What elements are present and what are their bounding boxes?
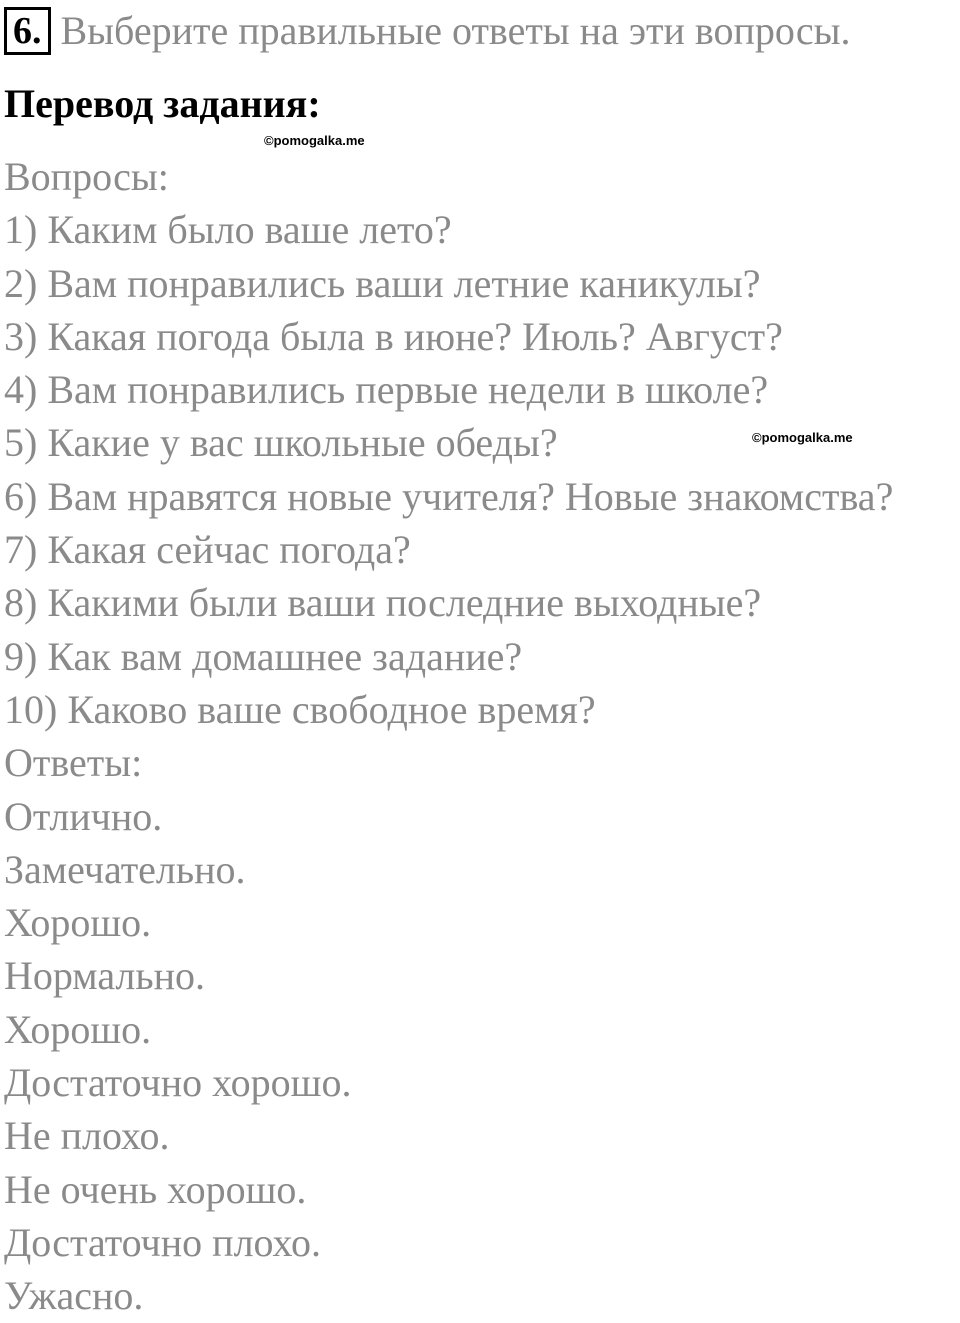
question-3: 3) Какая погода была в июне? Июль? Август? — [4, 313, 783, 359]
question-1: 1) Каким было ваше лето? — [4, 207, 452, 253]
question-7: 7) Какая сейчас погода? — [4, 527, 411, 573]
answers-heading: Ответы: — [4, 740, 143, 786]
answer-item: Хорошо. — [4, 1006, 152, 1052]
answer-item: Ужасно. — [4, 1273, 144, 1319]
text-lines — [4, 150, 893, 1323]
task-header — [4, 6, 851, 56]
answer-item: Нормально. — [4, 953, 206, 999]
answer-item: Замечательно. — [4, 846, 246, 892]
question-2: 2) Вам понравились ваши летние каникулы? — [4, 260, 761, 306]
question-4: 4) Вам понравились первые недели в школе? — [4, 367, 769, 413]
task-number-box: 6. — [4, 7, 51, 55]
answer-item: Отлично. — [4, 793, 163, 839]
question-5: 5) Какие у вас школьные обеды? — [4, 420, 558, 466]
answer-item: Не плохо. — [4, 1113, 170, 1159]
answer-item: Достаточно плохо. — [4, 1219, 322, 1265]
question-9: 9) Как вам домашнее задание? — [4, 633, 523, 679]
task-instruction: Выберите правильные ответы на эти вопросы. — [60, 8, 851, 53]
questions-heading: Вопросы: — [4, 154, 169, 199]
question-6: 6) Вам нравятся новые учителя? Новые знакомства? — [4, 473, 894, 519]
answer-item: Не очень хорошо. — [4, 1166, 307, 1212]
answer-item: Хорошо. — [4, 900, 152, 946]
answer-item: Достаточно хорошо. — [4, 1060, 352, 1106]
watermark: ©pomogalka.me — [752, 430, 853, 445]
question-8: 8) Какими были ваши последние выходные? — [4, 580, 762, 626]
question-10: 10) Каково ваше свободное время? — [4, 686, 596, 732]
translation-title: Перевод задания: — [4, 81, 321, 126]
watermark: ©pomogalka.me — [264, 133, 365, 148]
